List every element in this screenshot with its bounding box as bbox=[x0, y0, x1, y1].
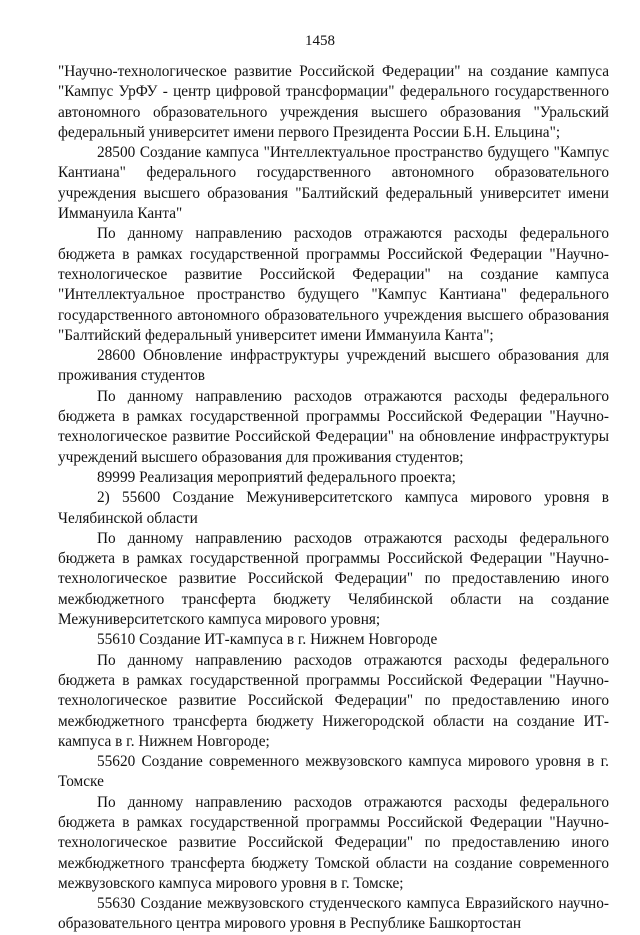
paragraph: 28600 Обновление инфраструктуры учреждений высшего образования для проживания студентов bbox=[58, 347, 609, 385]
paragraph: 2) 55600 Создание Межуниверситетского кампуса мирового уровня в Челябинской области bbox=[58, 489, 609, 527]
paragraph: 55610 Создание ИТ-кампуса в г. Нижнем Новгороде bbox=[97, 631, 438, 649]
paragraph: "Научно-технологическое развитие Российской Федерации" на создание кампуса "Кампус УрФУ - центр цифровой трансформации" федерального государственного автономного образовательного учреждения высшего образования "Уральский федеральный университет имени первого Президента России Б.Н. Ельцина"; bbox=[58, 63, 609, 141]
paragraph: По данному направлению расходов отражаются расходы федерального бюджета в рамках государственной программы Российской Федерации "Научно-технологическое развитие Российской Федерации" по предоставлению иного межбюджетного трансферта бюджету Челябинской области на создание Межуниверситетского кампуса мирового уровня; bbox=[58, 529, 609, 629]
page-number: 1458 bbox=[305, 33, 335, 49]
paragraph: По данному направлению расходов отражаются расходы федерального бюджета в рамках государственной программы Российской Федерации "Научно-технологическое развитие Российской Федерации" на создание кампуса "Интеллектуальное пространство будущего "Кампус Кантиана" федерального государственного автономного образовательного учреждения высшего образования "Балтийский федеральный университет имени Иммануила Канта"; bbox=[58, 225, 609, 344]
paragraph: По данному направлению расходов отражаются расходы федерального бюджета в рамках государственной программы Российской Федерации "Научно-технологическое развитие Российской Федерации" по предоставлению иного межбюджетного трансферта бюджету Нижегородской области на создание ИТ-кампуса в г. Нижнем Новгороде; bbox=[58, 651, 609, 750]
paragraph: По данному направлению расходов отражаются расходы федерального бюджета в рамках государственной программы Российской Федерации "Научно-технологическое развитие Российской Федерации" по предоставлению иного межбюджетного трансферта бюджету Томской области на создание современного межвузовского кампуса мирового уровня в г. Томске; bbox=[58, 793, 609, 892]
paragraph: 89999 Реализация мероприятий федерального проекта; bbox=[97, 468, 456, 486]
document-body bbox=[58, 62, 609, 935]
paragraph: 55620 Создание современного межвузовского кампуса мирового уровня в г. Томске bbox=[58, 753, 609, 791]
paragraph: По данному направлению расходов отражаются расходы федерального бюджета в рамках государственной программы Российской Федерации "Научно-технологическое развитие Российской Федерации" на обновление инфраструктуры учреждений высшего образования для проживания студентов; bbox=[58, 387, 609, 466]
paragraph: 55630 Создание межвузовского студенческого кампуса Евразийского научно-образовательного центра мирового уровня в Республике Башкортостан bbox=[58, 895, 609, 933]
paragraph: 28500 Создание кампуса "Интеллектуальное пространство будущего "Кампус Кантиана" федерального государственного автономного образовательного учреждения высшего образования "Балтийский федеральный университет имени Иммануила Канта" bbox=[58, 144, 609, 223]
